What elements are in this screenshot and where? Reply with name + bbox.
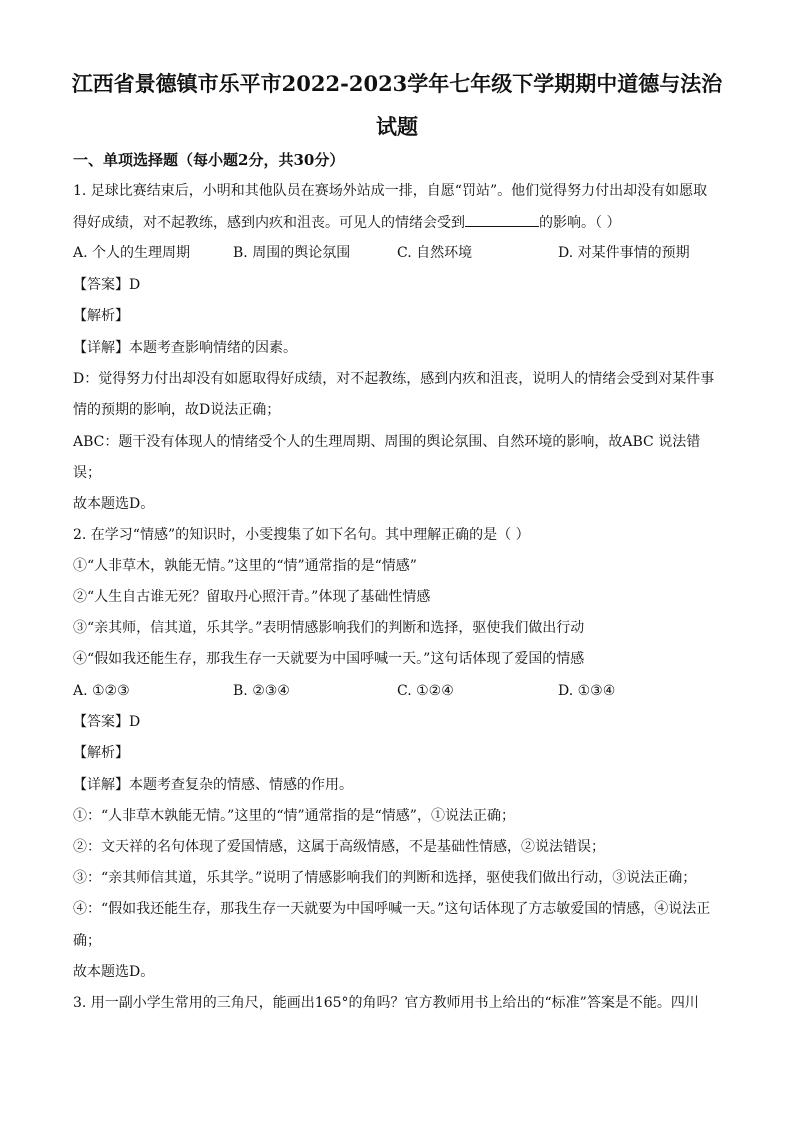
q2-explanation-4-line1: ④：“假如我还能生存，那我生存一天就要为中国呼喊一天。”这句话体现了方志敏爱国的情感，④说法正 [73,901,711,917]
q1-option-b: B. 周围的舆论氛围 [233,245,351,261]
q2-option-d: D. ①③④ [558,683,616,699]
q2-explanation-4-line2: 确； [73,933,101,949]
q2-answer: 【答案】D [73,714,141,730]
q2-statement-1: ①“人非草木，孰能无情。”这里的“情”通常指的是“情感” [73,558,417,574]
q2-statement-2: ②“人生自古谁无死？留取丹心照汗青。”体现了基础性情感 [73,589,431,605]
q1-option-c: C. 自然环境 [397,245,473,261]
q3-stem-line1: 3. 用一副小学生常用的三角尺，能画出165°的角吗？官方教师用书上给出的“标准”答案是不能。四川 [73,995,699,1011]
q1-analysis-label: 【解析】 [73,308,129,324]
q1-detail: 【详解】本题考查影响情绪的因素。 [73,340,297,356]
q1-explanation-line2: 情的预期的影响，故D说法正确； [73,402,281,418]
q1-explanation-line1: D：觉得努力付出却没有如愿取得好成绩，对不起教练，感到内疚和沮丧，说明人的情绪会受到对某件事 [73,371,715,387]
q1-option-d: D. 对某件事情的预期 [558,245,690,261]
q1-explanation-line4: 误； [73,465,101,481]
q1-stem-line2 [73,212,620,233]
q2-option-a: A. ①②③ [73,683,130,699]
document-title-line1: 江西省景德镇市乐平市2022-2023学年七年级下学期期中道德与法治 [71,71,723,96]
q2-explanation-2: ②：文天祥的名句体现了爱国情感，这属于高级情感，不是基础性情感，②说法错误； [73,839,605,855]
q1-stem-line2-tail: 的影响。（ ） [539,215,621,231]
q1-blank [465,212,539,227]
q2-conclusion: 故本题选D。 [73,964,155,980]
q1-option-a: A. 个人的生理周期 [73,245,191,261]
q1-answer: 【答案】D [73,277,141,293]
q2-statement-3: ③“亲其师，信其道，乐其学。”表明情感影响我们的判断和选择，驱使我们做出行动 [73,620,585,636]
q2-analysis-label: 【解析】 [73,745,129,761]
q2-explanation-3: ③：“亲其师信其道，乐其学。”说明了情感影响我们的判断和选择，驱使我们做出行动，③说法正确； [73,870,697,886]
q1-explanation-line3: ABC：题干没有体现人的情绪受个人的生理周期、周围的舆论氛围、自然环境的影响，故ABC 说法错 [73,434,701,450]
q1-conclusion: 故本题选D。 [73,496,155,512]
q1-stem-line2-text: 得好成绩，对不起教练，感到内疚和沮丧。可见人的情绪会受到 [73,215,465,231]
q2-option-c: C. ①②④ [397,683,454,699]
q2-stem: 2. 在学习“情感”的知识时，小雯搜集了如下名句。其中理解正确的是（ ） [73,527,530,543]
q2-explanation-1: ①：“人非草木孰能无情。”这里的“情”通常指的是“情感”，①说法正确； [73,808,515,824]
section-heading: 一、单项选择题（每小题2分，共30分） [73,151,345,169]
q1-stem-line1: 1. 足球比赛结束后，小明和其他队员在赛场外站成一排，自愿“罚站”。他们觉得努力付出却没有如愿取 [73,183,708,199]
q2-statement-4: ④“假如我还能生存，那我生存一天就要为中国呼喊一天。”这句话体现了爱国的情感 [73,651,585,667]
document-title-line2: 试题 [376,114,418,139]
q2-detail: 【详解】本题考查复杂的情感、情感的作用。 [73,777,353,793]
q2-option-b: B. ②③④ [233,683,290,699]
